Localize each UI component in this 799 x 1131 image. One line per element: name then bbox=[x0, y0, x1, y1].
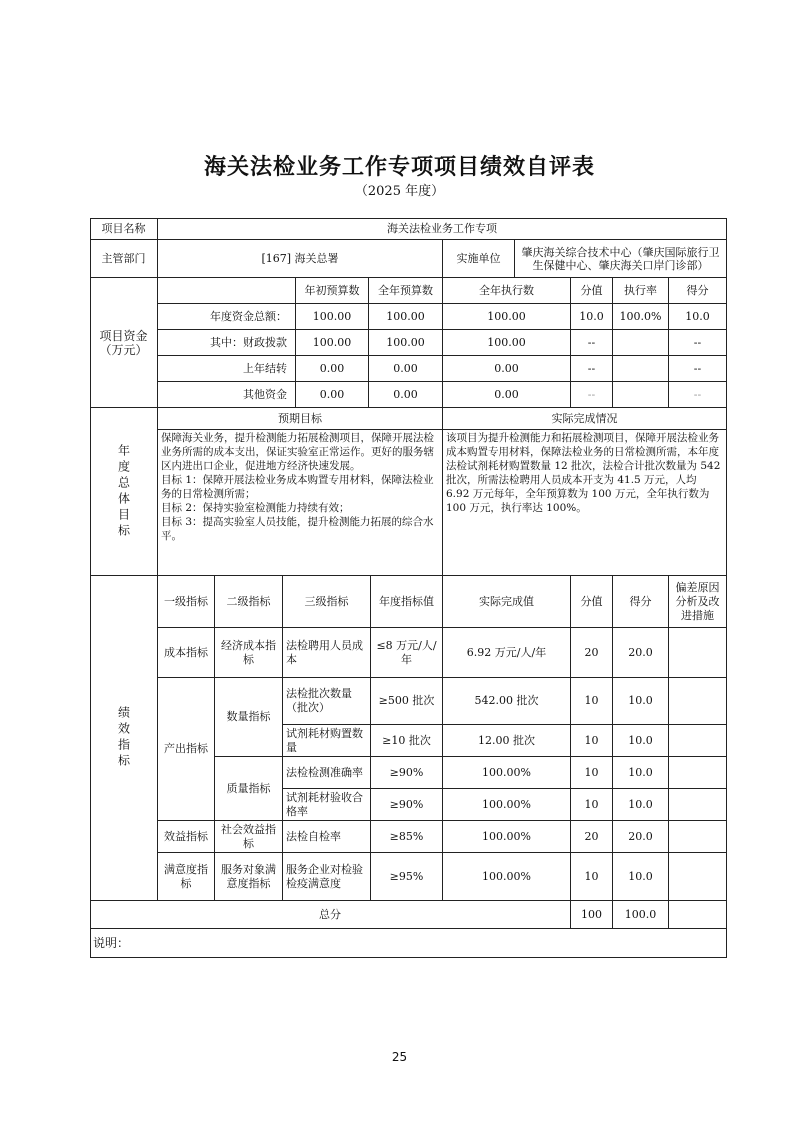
ind-l2-quantity: 数量指标 bbox=[215, 678, 283, 757]
funds-header-annual: 全年预算数 bbox=[369, 278, 443, 304]
ind-row-note bbox=[669, 789, 727, 821]
ind-row-actual: 542.00 批次 bbox=[443, 678, 571, 725]
ind-row-value: 10 bbox=[571, 853, 613, 901]
dept-value: [167] 海关总署 bbox=[158, 240, 443, 278]
funds-row-name: 年度资金总额： bbox=[158, 304, 296, 330]
ind-row-score: 10.0 bbox=[613, 757, 669, 789]
funds-row-annual: 0.00 bbox=[369, 356, 443, 382]
goals-expected-text: 保障海关业务，提升检测能力拓展检测项目，保障开展法检业务所需的成本支出，保证实验室正常运作。更好的服务辖区内进出口企业，促进地方经济快速发展。 目标 1：保障开展法检业务成本购置专用材料，保障法检业务的日常检测所需； 目标 2：保持实验室检测能力持续有效； 目标 3：提高实验室人员技能，提升检测能力拓展的综合水平。 bbox=[158, 430, 443, 576]
funds-row-name: 上年结转 bbox=[158, 356, 296, 382]
page-subtitle: （2025 年度） bbox=[354, 184, 445, 199]
ind-row-target: ≥90% bbox=[371, 757, 443, 789]
funds-row-score-value: 10.0 bbox=[571, 304, 613, 330]
funds-row-initial: 0.00 bbox=[296, 382, 369, 408]
funds-row-executed: 0.00 bbox=[443, 382, 571, 408]
ind-row-actual: 100.00% bbox=[443, 757, 571, 789]
ind-header-value: 分值 bbox=[571, 576, 613, 628]
ind-row-l3: 法检聘用人员成本 bbox=[283, 628, 371, 678]
funds-row-rate bbox=[613, 382, 669, 408]
funds-row-annual: 100.00 bbox=[369, 330, 443, 356]
ind-row-actual: 100.00% bbox=[443, 789, 571, 821]
funds-row-rate bbox=[613, 330, 669, 356]
ind-row-target: ≥95% bbox=[371, 853, 443, 901]
funds-row-score: -- bbox=[669, 356, 727, 382]
dept-label: 主管部门 bbox=[90, 240, 158, 278]
ind-row-note bbox=[669, 725, 727, 757]
funds-row-score-value: -- bbox=[571, 330, 613, 356]
funds-row-annual: 0.00 bbox=[369, 382, 443, 408]
project-name-label: 项目名称 bbox=[90, 218, 158, 240]
ind-l2-social-benefit: 社会效益指标 bbox=[215, 821, 283, 853]
ind-row-target: ≥10 批次 bbox=[371, 725, 443, 757]
ind-header-l3: 三级指标 bbox=[283, 576, 371, 628]
funds-row-score-value: -- bbox=[571, 356, 613, 382]
ind-row-note bbox=[669, 757, 727, 789]
ind-row-value: 10 bbox=[571, 725, 613, 757]
funds-row-annual: 100.00 bbox=[369, 304, 443, 330]
ind-row-l3: 试剂耗材验收合格率 bbox=[283, 789, 371, 821]
funds-header-initial: 年初预算数 bbox=[296, 278, 369, 304]
funds-row-executed: 0.00 bbox=[443, 356, 571, 382]
ind-row-value: 20 bbox=[571, 821, 613, 853]
ind-l1-benefit: 效益指标 bbox=[158, 821, 215, 853]
ind-row-score: 20.0 bbox=[613, 821, 669, 853]
funds-row-score: 10.0 bbox=[669, 304, 727, 330]
ind-header-note: 偏差原因分析及改进措施 bbox=[669, 576, 727, 628]
note-label: 说明： bbox=[90, 929, 727, 958]
ind-row-actual: 6.92 万元/人/年 bbox=[443, 628, 571, 678]
ind-l2-economic-cost: 经济成本指标 bbox=[215, 628, 283, 678]
ind-header-actual: 实际完成值 bbox=[443, 576, 571, 628]
ind-row-target: ≥500 批次 bbox=[371, 678, 443, 725]
ind-row-value: 10 bbox=[571, 789, 613, 821]
funds-row-name: 其中：财政拨款 bbox=[158, 330, 296, 356]
funds-row-initial: 100.00 bbox=[296, 330, 369, 356]
funds-row-score-value: -- bbox=[571, 382, 613, 408]
funds-label: 项目资金 （万元） bbox=[90, 278, 158, 408]
total-label: 总分 bbox=[90, 901, 571, 929]
funds-header-rate: 执行率 bbox=[613, 278, 669, 304]
total-note bbox=[669, 901, 727, 929]
page-number: 25 bbox=[391, 1050, 408, 1064]
page-title: 海关法检业务工作专项项目绩效自评表 bbox=[203, 154, 595, 180]
goals-label: 年度总体目标 bbox=[90, 408, 158, 576]
ind-row-target: ≥85% bbox=[371, 821, 443, 853]
funds-row-initial: 100.00 bbox=[296, 304, 369, 330]
ind-row-note bbox=[669, 821, 727, 853]
total-value: 100 bbox=[571, 901, 613, 929]
ind-row-score: 10.0 bbox=[613, 678, 669, 725]
ind-l1-cost: 成本指标 bbox=[158, 628, 215, 678]
ind-row-value: 10 bbox=[571, 757, 613, 789]
ind-row-actual: 100.00% bbox=[443, 853, 571, 901]
ind-l1-satisfaction: 满意度指标 bbox=[158, 853, 215, 901]
funds-header-score: 得分 bbox=[669, 278, 727, 304]
funds-row-rate bbox=[613, 356, 669, 382]
indicators-label: 绩效指标 bbox=[90, 576, 158, 901]
ind-header-l2: 二级指标 bbox=[215, 576, 283, 628]
funds-header-executed: 全年执行数 bbox=[443, 278, 571, 304]
ind-header-score: 得分 bbox=[613, 576, 669, 628]
ind-row-l3: 试剂耗材购置数量 bbox=[283, 725, 371, 757]
project-name-value: 海关法检业务工作专项 bbox=[158, 218, 727, 240]
goals-actual-text: 该项目为提升检测能力和拓展检测项目，保障开展法检业务成本购置专用材料，保障法检业务的日常检测所需，本年度法检试剂耗材购置数量 12 批次，法检合计批次数量为 542 批次，所需法检聘用人员成本开支为 41.5 万元，人均 6.92 万元每年，全年预算数为 100 万元，全年执行数为 100 万元，执行率达 100%。 bbox=[443, 430, 727, 576]
funds-row-rate: 100.0% bbox=[613, 304, 669, 330]
funds-row-score: -- bbox=[669, 382, 727, 408]
ind-l2-service-satisfaction: 服务对象满意度指标 bbox=[215, 853, 283, 901]
ind-row-note bbox=[669, 628, 727, 678]
ind-row-value: 20 bbox=[571, 628, 613, 678]
ind-l2-quality: 质量指标 bbox=[215, 757, 283, 821]
ind-row-score: 10.0 bbox=[613, 789, 669, 821]
funds-header-blank bbox=[158, 278, 296, 304]
ind-row-value: 10 bbox=[571, 678, 613, 725]
goals-expected-header: 预期目标 bbox=[158, 408, 443, 430]
funds-row-initial: 0.00 bbox=[296, 356, 369, 382]
funds-row-score: -- bbox=[669, 330, 727, 356]
ind-row-actual: 12.00 批次 bbox=[443, 725, 571, 757]
ind-row-score: 10.0 bbox=[613, 725, 669, 757]
funds-row-name: 其他资金 bbox=[158, 382, 296, 408]
ind-row-l3: 法检检测准确率 bbox=[283, 757, 371, 789]
ind-header-target: 年度指标值 bbox=[371, 576, 443, 628]
ind-row-l3: 法检批次数量（批次） bbox=[283, 678, 371, 725]
impl-value: 肇庆海关综合技术中心（肇庆国际旅行卫生保健中心、肇庆海关口岸门诊部） bbox=[515, 240, 727, 278]
ind-row-l3: 服务企业对检验检疫满意度 bbox=[283, 853, 371, 901]
funds-row-executed: 100.00 bbox=[443, 330, 571, 356]
impl-label: 实施单位 bbox=[443, 240, 515, 278]
ind-row-score: 20.0 bbox=[613, 628, 669, 678]
funds-row-executed: 100.00 bbox=[443, 304, 571, 330]
goals-actual-header: 实际完成情况 bbox=[443, 408, 727, 430]
ind-row-target: ≥90% bbox=[371, 789, 443, 821]
ind-l1-output: 产出指标 bbox=[158, 678, 215, 821]
ind-row-actual: 100.00% bbox=[443, 821, 571, 853]
evaluation-table bbox=[90, 218, 727, 958]
ind-row-note bbox=[669, 853, 727, 901]
ind-row-target: ≤8 万元/人/年 bbox=[371, 628, 443, 678]
ind-row-l3: 法检自检率 bbox=[283, 821, 371, 853]
ind-row-note bbox=[669, 678, 727, 725]
ind-row-score: 10.0 bbox=[613, 853, 669, 901]
total-score: 100.0 bbox=[613, 901, 669, 929]
funds-header-score-value: 分值 bbox=[571, 278, 613, 304]
ind-header-l1: 一级指标 bbox=[158, 576, 215, 628]
